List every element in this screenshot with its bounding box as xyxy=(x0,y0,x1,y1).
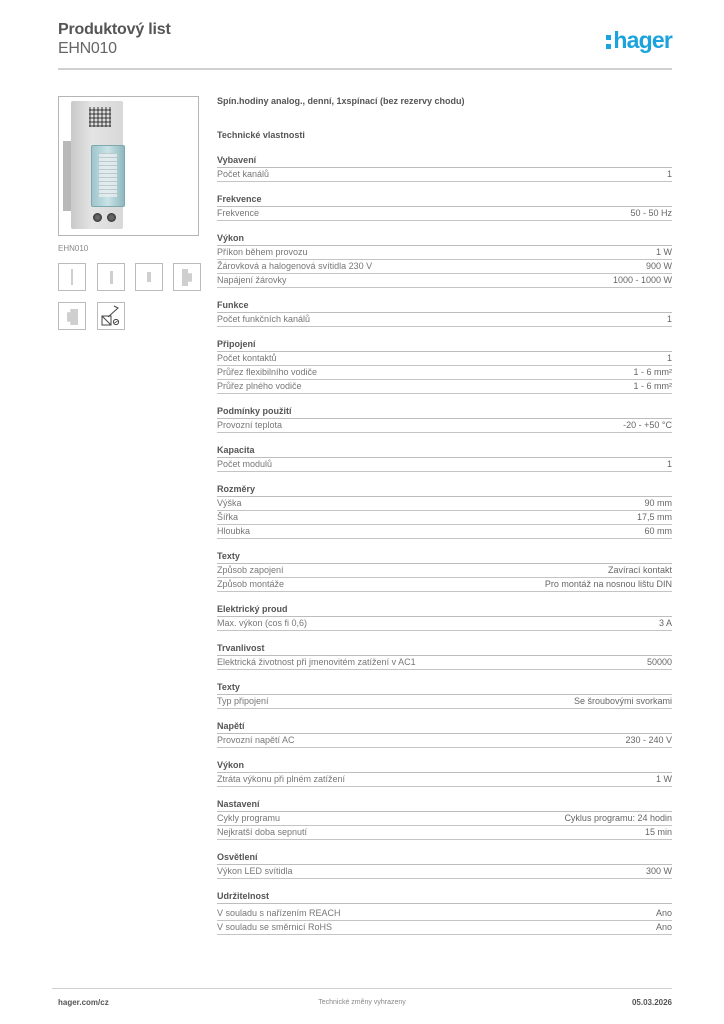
group-title: Trvanlivost xyxy=(217,642,672,656)
spec-value: 1 xyxy=(666,459,672,469)
spec-row xyxy=(217,260,672,274)
spec-row xyxy=(217,352,672,366)
spec-value: 1 W xyxy=(655,247,672,257)
spec-row xyxy=(217,656,672,670)
spec-row xyxy=(217,380,672,394)
spec-group xyxy=(217,603,672,631)
spec-row xyxy=(217,274,672,288)
spec-label: Výška xyxy=(217,498,242,508)
spec-value: 90 mm xyxy=(644,498,672,508)
thumbnail-front-view[interactable] xyxy=(58,263,86,291)
group-title: Frekvence xyxy=(217,193,672,207)
thumbnail-profile-view[interactable] xyxy=(173,263,201,291)
spec-group xyxy=(217,405,672,433)
spec-row xyxy=(217,207,672,221)
spec-value: Ano xyxy=(655,908,672,918)
group-title: Nastavení xyxy=(217,798,672,812)
thumbnail-rear-view[interactable] xyxy=(58,302,86,330)
spec-group xyxy=(217,798,672,840)
thumbnail-side-view[interactable] xyxy=(97,263,125,291)
footer-notice: Technické změny vyhrazeny xyxy=(318,999,406,1006)
spec-label: V souladu s nařízením REACH xyxy=(217,908,341,918)
spec-label: Frekvence xyxy=(217,208,260,218)
spec-value: 230 - 240 V xyxy=(625,735,672,745)
thumbnail-top-view[interactable] xyxy=(135,263,163,291)
spec-value: 1 - 6 mm² xyxy=(633,367,672,377)
spec-value: Zavírací kontakt xyxy=(607,565,672,575)
page-header xyxy=(58,20,672,70)
spec-group xyxy=(217,444,672,472)
spec-label: Žárovková a halogenová svítidla 230 V xyxy=(217,261,373,271)
spec-group xyxy=(217,154,672,182)
spec-label: Ztráta výkonu při plném zatížení xyxy=(217,774,346,784)
group-title: Napětí xyxy=(217,720,672,734)
spec-value: Cyklus programu: 24 hodin xyxy=(564,813,672,823)
spec-value: Pro montáž na nosnou lištu DIN xyxy=(544,579,672,589)
group-title: Výkon xyxy=(217,759,672,773)
group-title: Vybavení xyxy=(217,154,672,168)
front-view-icon xyxy=(71,269,73,285)
spec-row xyxy=(217,617,672,631)
spec-label: Způsob montáže xyxy=(217,579,285,589)
spec-label: Provozní teplota xyxy=(217,420,283,430)
image-caption: EHN010 xyxy=(58,244,89,253)
spec-row xyxy=(217,511,672,525)
spec-group xyxy=(217,890,672,935)
spec-label: Průřez flexibilního vodiče xyxy=(217,367,318,377)
spec-groups xyxy=(217,154,672,946)
spec-label: Průřez plného vodiče xyxy=(217,381,302,391)
spec-value: 1 xyxy=(666,353,672,363)
group-title: Texty xyxy=(217,681,672,695)
group-title: Podmínky použití xyxy=(217,405,672,419)
spec-row xyxy=(217,734,672,748)
spec-value: 3 A xyxy=(658,618,672,628)
spec-group xyxy=(217,550,672,592)
spec-label: Max. výkon (cos fi 0,6) xyxy=(217,618,308,628)
group-title: Výkon xyxy=(217,232,672,246)
spec-row xyxy=(217,578,672,592)
spec-group xyxy=(217,851,672,879)
spec-value: Ano xyxy=(655,922,672,932)
hager-logo xyxy=(606,27,672,54)
spec-value: 300 W xyxy=(645,866,672,876)
group-title: Kapacita xyxy=(217,444,672,458)
product-code: EHN010 xyxy=(58,40,117,57)
profile-view-icon xyxy=(182,269,192,286)
spec-label: Hloubka xyxy=(217,526,251,536)
spec-group xyxy=(217,483,672,539)
spec-group xyxy=(217,759,672,787)
spec-group xyxy=(217,338,672,394)
spec-row xyxy=(217,168,672,182)
group-title: Připojení xyxy=(217,338,672,352)
group-title: Osvětlení xyxy=(217,851,672,865)
spec-row xyxy=(217,812,672,826)
spec-label: Nejkratší doba sepnutí xyxy=(217,827,308,837)
spec-value: Se šroubovými svorkami xyxy=(573,696,672,706)
spec-row xyxy=(217,564,672,578)
spec-row xyxy=(217,497,672,511)
spec-row xyxy=(217,419,672,433)
spec-value: -20 - +50 °C xyxy=(623,420,672,430)
document-title: Produktový list xyxy=(58,21,171,38)
spec-row xyxy=(217,366,672,380)
spec-label: Elektrická životnost při jmenovitém zatížení v AC1 xyxy=(217,657,416,667)
spec-value: 1000 - 1000 W xyxy=(612,275,672,285)
spec-group xyxy=(217,720,672,748)
spec-value: 900 W xyxy=(645,261,672,271)
spec-label: Typ připojení xyxy=(217,696,269,706)
spec-label: Počet kanálů xyxy=(217,169,270,179)
header-divider xyxy=(58,68,672,70)
spec-row xyxy=(217,458,672,472)
spec-row xyxy=(217,826,672,840)
spec-value: 1 xyxy=(666,169,672,179)
footer-divider xyxy=(52,988,672,989)
spec-label: V souladu se směrnicí RoHS xyxy=(217,922,333,932)
spec-group xyxy=(217,681,672,709)
spec-row xyxy=(217,313,672,327)
spec-group xyxy=(217,299,672,327)
spec-label: Napájení žárovky xyxy=(217,275,287,285)
spec-row xyxy=(217,865,672,879)
spec-label: Počet kontaktů xyxy=(217,353,277,363)
spec-group xyxy=(217,193,672,221)
time-switch-device-icon xyxy=(63,101,133,233)
spec-row xyxy=(217,773,672,787)
spec-label: Cykly programu xyxy=(217,813,281,823)
spec-value: 17,5 mm xyxy=(636,512,672,522)
spec-label: Způsob zapojení xyxy=(217,565,284,575)
spec-group xyxy=(217,642,672,670)
top-view-icon xyxy=(147,272,151,282)
spec-value: 1 W xyxy=(655,774,672,784)
group-title: Rozměry xyxy=(217,483,672,497)
spec-label: Počet funkčních kanálů xyxy=(217,314,311,324)
thumbnail-wiring-diagram[interactable] xyxy=(97,302,125,330)
product-description: Spín.hodiny analog., denní, 1xspínací (bez rezervy chodu) xyxy=(217,96,465,106)
spec-label: Příkon během provozu xyxy=(217,247,308,257)
spec-group xyxy=(217,232,672,288)
spec-value: 15 min xyxy=(644,827,672,837)
spec-label: Provozní napětí AC xyxy=(217,735,295,745)
logo-dots-icon xyxy=(606,35,611,49)
spec-row xyxy=(217,246,672,260)
logo-text: hager xyxy=(613,27,672,53)
group-title: Funkce xyxy=(217,299,672,313)
footer-website-link[interactable]: hager.com/cz xyxy=(58,998,109,1007)
spec-label: Šířka xyxy=(217,512,239,522)
group-title: Udržitelnost xyxy=(217,890,672,904)
spec-value: 60 mm xyxy=(644,526,672,536)
spec-value: 1 - 6 mm² xyxy=(633,381,672,391)
group-title: Elektrický proud xyxy=(217,603,672,617)
spec-label: Počet modulů xyxy=(217,459,273,469)
footer-date: 05.03.2026 xyxy=(631,998,672,1007)
spec-row xyxy=(217,907,672,921)
side-view-icon xyxy=(110,271,113,284)
spec-label: Výkon LED svítidla xyxy=(217,866,293,876)
spec-row xyxy=(217,695,672,709)
technical-properties-heading: Technické vlastnosti xyxy=(217,130,305,140)
product-image xyxy=(58,96,199,236)
wiring-diagram-icon xyxy=(98,303,124,329)
spec-value: 50 - 50 Hz xyxy=(630,208,672,218)
group-title: Texty xyxy=(217,550,672,564)
rear-view-icon xyxy=(67,309,78,325)
spec-row xyxy=(217,525,672,539)
spec-value: 1 xyxy=(666,314,672,324)
spec-row xyxy=(217,921,672,935)
spec-value: 50000 xyxy=(646,657,672,667)
